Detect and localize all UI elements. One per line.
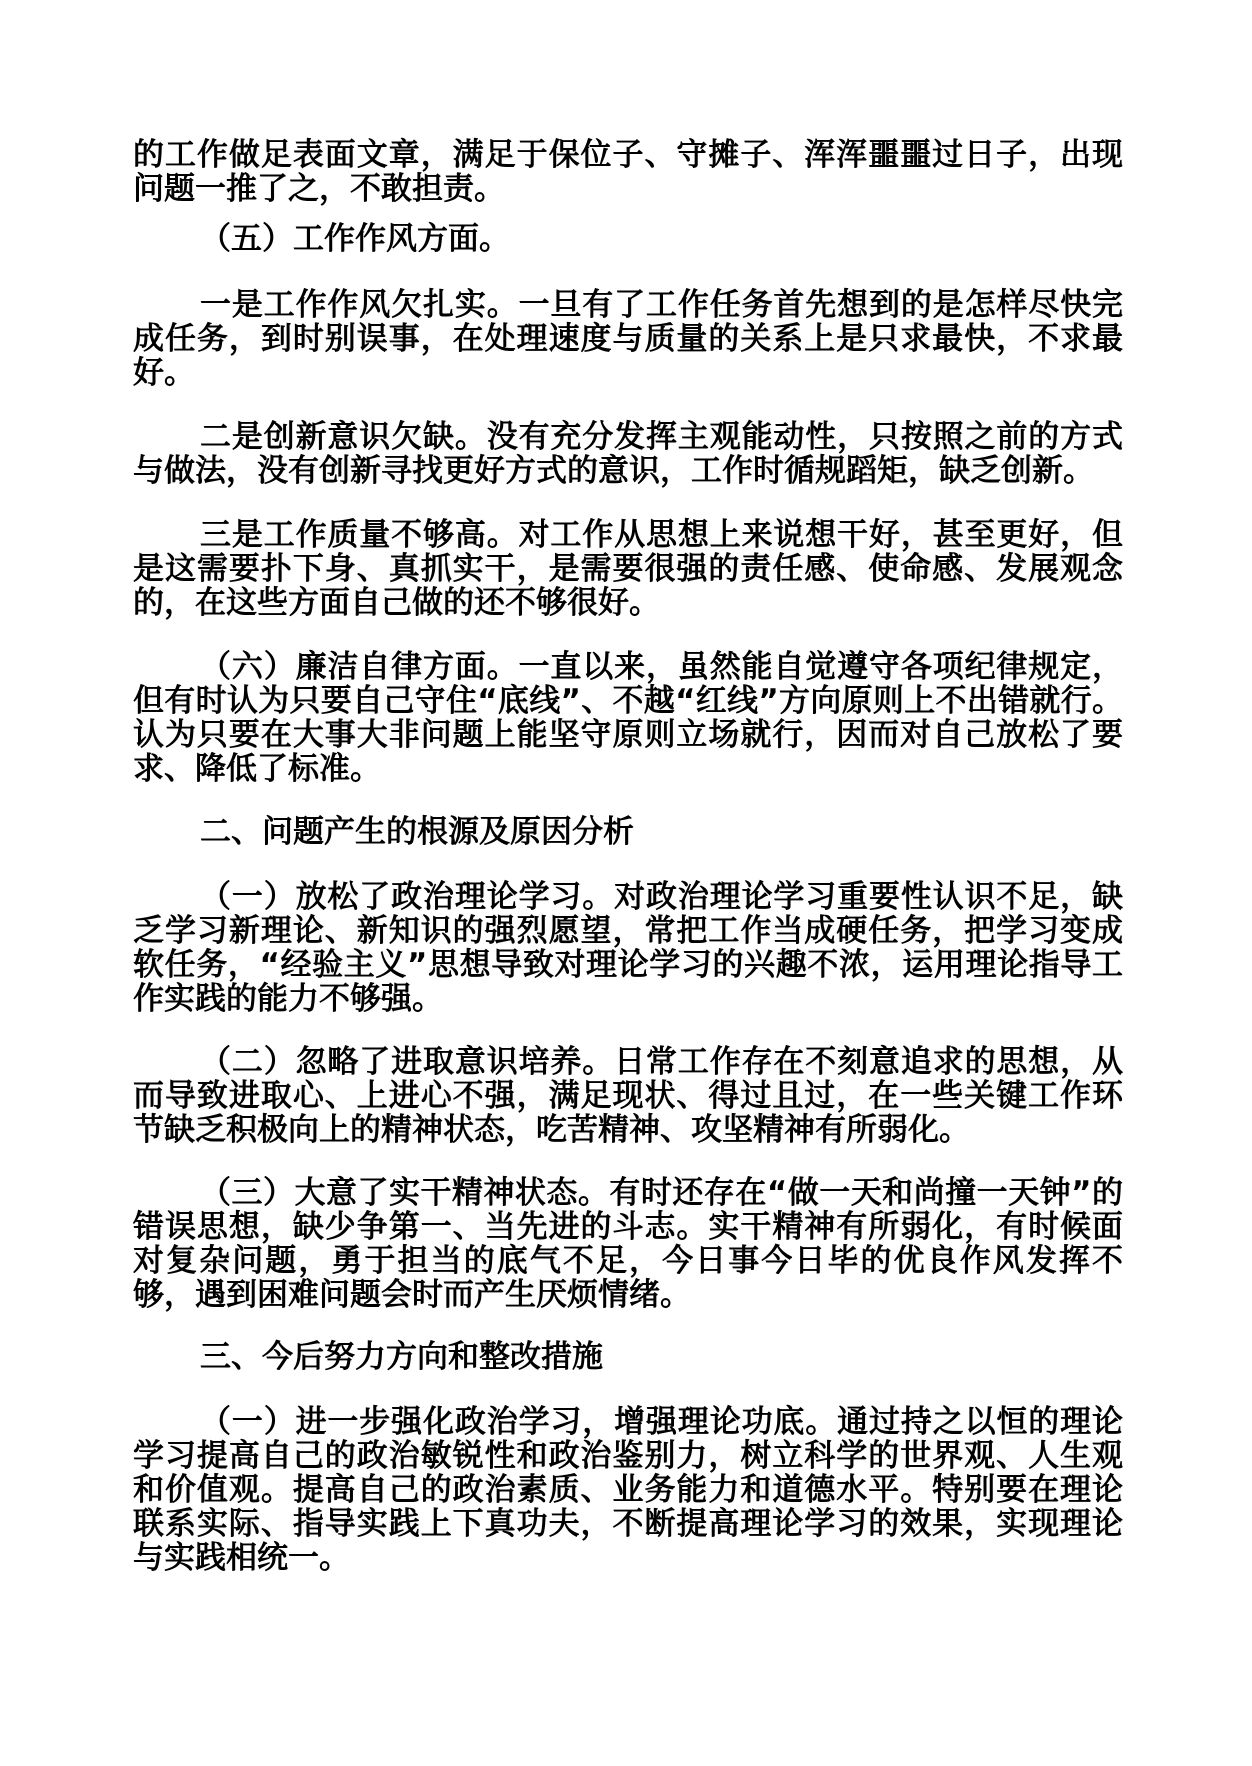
paragraph-1: 的工作做足表面文章，满足于保位子、守摊子、浑浑噩噩过日子，出现问题一推了之，不敢担责。 bbox=[133, 137, 1123, 207]
section-heading-improvement: 三、今后努力方向和整改措施 bbox=[200, 1339, 603, 1375]
section-heading-work-style: （五）工作作风方面。 bbox=[200, 221, 510, 257]
paragraph-4: 二是创新意识欠缺。没有充分发挥主观能动性，只按照之前的方式与做法，没有创新寻找更好方式的意识，工作时循规蹈矩，缺乏创新。 bbox=[133, 419, 1123, 489]
paragraph-8: （一）放松了政治理论学习。对政治理论学习重要性认识不足，缺乏学习新理论、新知识的强烈愿望，常把工作当成硬任务，把学习变成软任务，“经验主义”思想导致对理论学习的兴趣不浓，运用理论指导工作实践的能力不够强。 bbox=[133, 879, 1123, 1017]
paragraph-6: （六）廉洁自律方面。一直以来，虽然能自觉遵守各项纪律规定，但有时认为只要自己守住“底线”、不越“红线”方向原则上不出错就行。认为只要在大事大非问题上能坚守原则立场就行，因而对自己放松了要求、降低了标准。 bbox=[133, 649, 1123, 787]
paragraph-12: （一）进一步强化政治学习，增强理论功底。通过持之以恒的理论学习提高自己的政治敏锐性和政治鉴别力，树立科学的世界观、人生观和价值观。提高自己的政治素质、业务能力和道德水平。特别要在理论联系实际、指导实践上下真功夫，不断提高理论学习的效果，实现理论与实践相统一。 bbox=[133, 1404, 1123, 1576]
paragraph-9: （二）忽略了进取意识培养。日常工作存在不刻意追求的思想，从而导致进取心、上进心不强，满足现状、得过且过，在一些关键工作环节缺乏积极向上的精神状态，吃苦精神、攻坚精神有所弱化。 bbox=[133, 1044, 1123, 1148]
section-heading-root-causes: 二、问题产生的根源及原因分析 bbox=[200, 814, 634, 850]
paragraph-3: 一是工作作风欠扎实。一旦有了工作任务首先想到的是怎样尽快完成任务，到时别误事，在处理速度与质量的关系上是只求最快，不求最好。 bbox=[133, 287, 1123, 391]
paragraph-10: （三）大意了实干精神状态。有时还存在“做一天和尚撞一天钟”的错误思想，缺少争第一、当先进的斗志。实干精神有所弱化，有时候面对复杂问题，勇于担当的底气不足，今日事今日毕的优良作风发挥不够，遇到困难问题会时而产生厌烦情绪。 bbox=[133, 1175, 1123, 1313]
paragraph-5: 三是工作质量不够高。对工作从思想上来说想干好，甚至更好，但是这需要扑下身、真抓实干，是需要很强的责任感、使命感、发展观念的，在这些方面自己做的还不够很好。 bbox=[133, 517, 1123, 621]
